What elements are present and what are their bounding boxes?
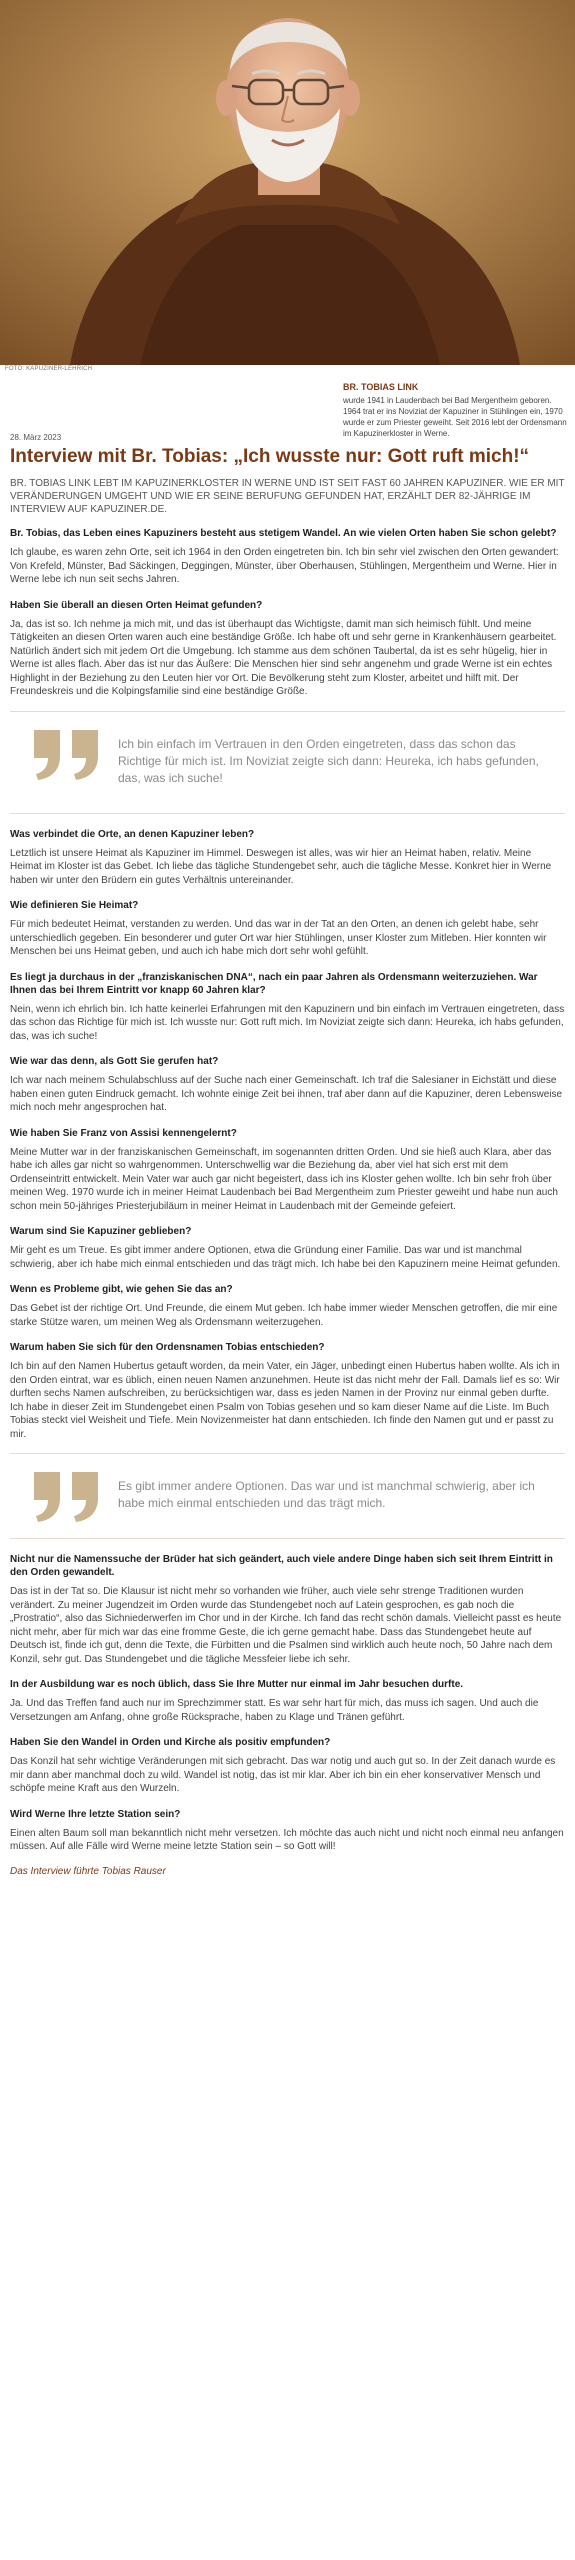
- answer: Letztlich ist unsere Heimat als Kapuziner im Himmel. Deswegen ist alles, was wir hier an Heimat haben, relativ. Meine Heimat im Kloster ist das Gebet. Ich liebe das tägliche Stundengebet sehr, auch die tägliche Messe. Konkret hier in Werne haben wir unter den Brüdern ein gutes Verhältnis untereinander.: [10, 847, 552, 886]
- question: Was verbindet die Orte, an denen Kapuziner leben?: [10, 828, 255, 840]
- article: [10, 433, 565, 1877]
- answer: Ich bin auf den Namen Hubertus getauft worden, da mein Vater, ein Jäger, unbedingt einen Hubertus haben wollte. Als ich in den Orden eintrat, war es üblich, einen neuen Namen anzunehmen. Heute ist das nicht mehr der Fall. Damals lief es so: Wir durften sechs Namen aufschreiben, zu berücksichtigen war, dass es jeden Namen in der Provinz nur einmal geben durfte. Ich habe in dieser Zeit im Stundengebet einen Psalm von Tobias gesehen und so kam dieser Name auf die Liste. Im Buch Tobias steckt viel Weisheit und Tiefe. Mein Novizenmeister hat dann entschieden. Ich finde den Namen gut und er passt zu mir.: [10, 1361, 560, 1440]
- hero-photo: [0, 0, 575, 365]
- pull-quote: [10, 711, 565, 814]
- question: In der Ausbildung war es noch üblich, dass Sie Ihre Mutter nur einmal im Jahr besuchen durfte.: [10, 1679, 464, 1690]
- photo-credit: FOTO: KAPUZINER-LEHRICH: [5, 366, 93, 372]
- answer: Nein, wenn ich ehrlich bin. Ich hatte keinerlei Erfahrungen mit den Kapuzinern und bin einfach im Vertrauen eingetreten, dass das schon das Richtige für mich ist. Ich wusste nur: Gott ruft mich. Im Noviziat zeigte sich dann: Heureka, ich habs gefunden, das, was ich suche!: [10, 1003, 565, 1042]
- quote-mark-icon: [32, 730, 102, 780]
- question: Warum haben Sie sich für den Ordensnamen Tobias entschieden?: [10, 1342, 325, 1353]
- interview-signature: Das Interview führte Tobias Rauser: [10, 1865, 166, 1877]
- question: Wie war das denn, als Gott Sie gerufen hat?: [10, 1056, 219, 1067]
- question: Haben Sie den Wandel in Orden und Kirche als positiv empfunden?: [10, 1737, 331, 1748]
- caption-name: BR. TOBIAS LINK: [343, 382, 419, 392]
- pull-quote-text: Ich bin einfach im Vertrauen in den Orden eingetreten, dass das schon das Richtige für mich ist. Im Noviziat zeigte sich dann: Heureka, ich habs gefunden, das, was ich suche!: [118, 736, 539, 785]
- answer: Das ist in der Tat so. Die Klausur ist nicht mehr so vorhanden wie früher, auch viele sehr strenge Traditionen wurden verändert. Zu meiner Jugendzeit im Orden wurde das Stundengebet noch auf Latein gesprochen, es gab noch die „Prostratio“, also das Sichniederwerfen im Chor und in der Kirche. Ich fand das recht schön damals. Vielleicht passt es heute nicht mehr, aber für mich war das eine fromme Geste, die ich gerne gemacht habe. Dass das Stundengebet heute auf Deutsch ist, finde ich gut, denn die Texte, die Fürbitten und die Psalmen sind wirklich auch heute noch, 50 Jahre nach dem Konzil, sehr gut. Das Stundengebet und die tägliche Messfeier liebe ich sehr.: [10, 1586, 562, 1665]
- friar-portrait: [0, 0, 575, 365]
- answer: Für mich bedeutet Heimat, verstanden zu werden. Und das war in der Tat an den Orten, an denen ich gelebt habe, sehr unterschiedlich gegeben. Ein besonderer und guter Ort war hier Stühlingen, unser Kloster zum Mitleben. Hier konnten wir Menschen bei uns Heimat geben, und auch ich habe mich dort sehr wohl gefühlt.: [10, 919, 547, 957]
- answer: Das Konzil hat sehr wichtige Veränderungen mit sich gebracht. Das war notig und auch gut so. In der Zeit danach wurde es mir dann aber manchmal doch zu wild. Wandel ist notig, das ist mir klar. Aber ich bin ein eher konservativer Mensch und schöpfe meine Kraft aus den Wurzeln.: [10, 1756, 556, 1794]
- answer: Mir geht es um Treue. Es gibt immer andere Optionen, etwa die Gründung einer Familie. Das war und ist manchmal schwierig, aber ich habe mich einmal entschieden und das trägt mich. Ich habe bei den Kapuzinern meine Heimat gefunden.: [10, 1245, 561, 1270]
- answer: Meine Mutter war in der franziskanischen Gemeinschaft, im sogenannten dritten Orden. Und sie hieß auch Klara, aber das habe ich alles gar nicht so wahrgenommen. Unterschwellig war die Beziehung da, aber viel hat sich erst mit dem Ordenseintritt entwickelt. Mein Vater war auch gar nicht begeistert, dass ich ins Kloster gehen wollte. Ich bin sehr froh über meinen Weg. 1970 wurde ich in meiner Heimat Laudenbach bei Bad Mergentheim zum Priester geweiht und habe nun auch schon mein 50-jähriges Priesterjubiläum in meiner Heimat in Laudenbach mit der Gemeinde gefeiert.: [10, 1146, 558, 1212]
- answer: Ja. Und das Treffen fand auch nur im Sprechzimmer statt. Es war sehr hart für mich, das muss ich sagen. Und auch die Versetzungen am Anfang, ohne große Rücksprache, haben zu Klage und Tränen geführt.: [10, 1698, 539, 1723]
- answer: Einen alten Baum soll man bekanntlich nicht mehr versetzen. Ich möchte das auch nicht und nicht noch einmal neu anfangen müssen. Auf alle Fälle wird Werne meine letzte Station sein – so Gott will!: [10, 1827, 564, 1852]
- question: Wird Werne Ihre letzte Station sein?: [10, 1808, 181, 1820]
- photo-caption: [343, 382, 571, 439]
- question: Warum sind Sie Kapuziner geblieben?: [10, 1226, 192, 1237]
- article-date: 28. März 2023: [10, 433, 62, 442]
- answer: Ich war nach meinem Schulabschluss auf der Suche nach einer Gemeinschaft. Ich traf die Salesianer in Eichstätt und diese haben einen guten Eindruck gemacht. Ich wohnte einige Zeit bei ihnen, traf aber dann auf die Kapuziner, deren Lebensweise mich noch mehr angesprochen hat.: [10, 1075, 563, 1113]
- quote-mark-icon: [32, 1472, 102, 1522]
- answer: Ich glaube, es waren zehn Orte, seit ich 1964 in den Orden eingetreten bin. Ich bin sehr viel zwischen den Orten gewandert: Von Krefeld, Münster, Bad Säckingen, Deggingen, Münster, über Oberhausen, Stühlingen, Mergentheim und Werne. Hier in Werne lebe ich nun seit sechs Jahren.: [10, 547, 559, 585]
- question: Wie haben Sie Franz von Assisi kennengelernt?: [10, 1127, 237, 1139]
- question: Wenn es Probleme gibt, wie gehen Sie das an?: [10, 1284, 233, 1295]
- answer: Das Gebet ist der richtige Ort. Und Freunde, die einem Mut geben. Ich habe immer wieder Menschen getroffen, die mir eine starke Stütze waren, um meinen Weg als Ordensmann weiterzugehen.: [10, 1303, 558, 1328]
- question: Nicht nur die Namenssuche der Brüder hat sich geändert, auch viele andere Dinge haben sich seit Ihrem Eintritt in den Orden gewandelt.: [10, 1554, 553, 1578]
- question: Haben Sie überall an diesen Orten Heimat gefunden?: [10, 599, 263, 611]
- answer: Ja, das ist so. Ich nehme ja mich mit, und das ist überhaupt das Wichtigste, damit man sich heimisch fühlt. Und meine Tätigkeiten an diesen Orten waren auch eine beständige Größe. Ich habe oft und sehr gerne in Krankenhäusern gearbeitet. Natürlich ändert sich mit jedem Ort die Umgebung. Ich stamme aus dem schönen Taubertal, da ist es sehr hügelig, hier in Werne ist alles flach. Aber das ist nur das Äußere: Die Menschen hier sind sehr angenehm und grade Werne ist ein echtes Highlight in der Beziehung zu den Leuten hier vor Ort. Die Bevölkerung steht zum Kloster, arbeitet und hilft mit. Der Freundeskreis und die Kolpingsfamilie sind eine beständige Größe.: [10, 618, 557, 697]
- caption-text: wurde 1941 in Laudenbach bei Bad Mergentheim geboren. 1964 trat er ins Noviziat der Kapuziner in Stühlingen ein, 1970 wurde er zum Priester geweiht. Seit 2016 lebt der Ordensmann im Kapuzinerkloster in Werne.: [343, 396, 567, 438]
- article-lead: BR. TOBIAS LINK LEBT IM KAPUZINERKLOSTER IN WERNE UND IST SEIT FAST 60 JAHREN KAPUZINER. WIE ER MIT VERÄNDERUNGEN UMGEHT UND WIE ER SEINE BERUFUNG GEFUNDEN HAT, ERZÄHLT DER 82-JÄHRIGE IM INTERVIEW AUF KAPUZINER.DE.: [10, 478, 565, 515]
- question: Wie definieren Sie Heimat?: [10, 900, 139, 911]
- pull-quote-text: Es gibt immer andere Optionen. Das war und ist manchmal schwierig, aber ich habe mich einmal entschieden und das trägt mich.: [118, 1479, 535, 1510]
- pull-quote: [10, 1453, 565, 1539]
- question: Br. Tobias, das Leben eines Kapuziners besteht aus stetigem Wandel. An wie vielen Orten haben Sie schon gelebt?: [10, 528, 557, 539]
- article-title: Interview mit Br. Tobias: „Ich wusste nur: Gott ruft mich!“: [10, 446, 530, 467]
- question: Es liegt ja durchaus in der „franziskanischen DNA“, nach ein paar Jahren als Ordensmann weiterzuziehen. War Ihnen das bei Ihrem Eintritt vor knapp 60 Jahren klar?: [10, 971, 538, 996]
